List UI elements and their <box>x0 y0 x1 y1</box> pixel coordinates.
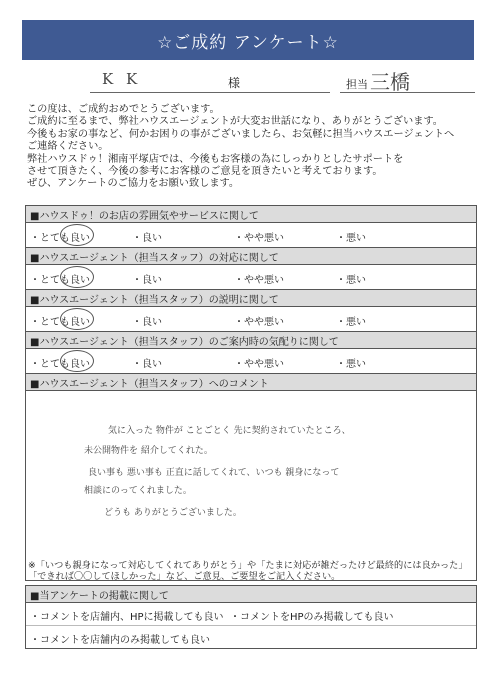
question-staff-attentiveness <box>25 331 477 374</box>
question-heading: ■ハウスエージェント（担当スタッフ）のご案内時の気配りに関して <box>26 332 476 349</box>
comment-section <box>25 373 477 581</box>
option-good[interactable]: ・良い <box>132 233 162 244</box>
selected-circle-mark <box>60 308 94 330</box>
option-somewhat-bad[interactable]: ・やや悪い <box>234 359 284 370</box>
intro-line: 弊社ハウスドゥ！湘南平塚店では、今後もお客様の為にしっかりとしたサポートを <box>27 153 404 165</box>
rating-options <box>26 349 476 373</box>
publication-row <box>26 603 476 626</box>
selected-circle-mark <box>60 266 94 288</box>
selected-circle-mark <box>60 224 94 246</box>
intro-line: ご連絡ください。 <box>27 141 109 153</box>
intro-line: させて頂きたく、今後の参考にお客様のご意見を頂きたいと考えております。 <box>27 166 383 178</box>
option-very-good[interactable]: ・とても良い <box>30 317 90 328</box>
intro-line: 今後もお家の事など、何かお困りの事がございましたら、お気軽に担当ハウスエージェントへ <box>27 128 455 140</box>
option-good[interactable]: ・良い <box>132 359 162 370</box>
option-bad[interactable]: ・悪い <box>336 275 366 286</box>
option-bad[interactable]: ・悪い <box>336 359 366 370</box>
question-store-atmosphere <box>25 205 477 248</box>
customer-name-line <box>90 70 330 93</box>
comment-line: 気に入った 物件が ことごとく 先に契約されていたところ、 <box>108 426 351 436</box>
question-heading: ■ハウスドゥ！のお店の雰囲気やサービスに関して <box>26 206 476 223</box>
staff-name: 三橋 <box>370 70 410 94</box>
option-very-good[interactable]: ・とても良い <box>30 233 90 244</box>
selected-circle-mark <box>60 350 94 372</box>
rating-options <box>26 265 476 289</box>
option-store-only[interactable]: ・コメントを店舗内のみ掲載しても良い <box>30 635 210 646</box>
comment-textarea[interactable] <box>26 391 476 567</box>
comment-line: 未公開物件を 紹介してくれた。 <box>84 446 213 456</box>
option-bad[interactable]: ・悪い <box>336 317 366 328</box>
comment-line: どうも ありがとうございました。 <box>104 508 242 518</box>
rating-options <box>26 223 476 247</box>
survey-title: ☆ご成約 アンケート☆ <box>22 20 474 60</box>
customer-name: K K <box>102 70 142 88</box>
customer-honorific: 様 <box>228 76 241 90</box>
intro-text <box>27 104 477 191</box>
option-somewhat-bad[interactable]: ・やや悪い <box>234 317 284 328</box>
staff-line <box>340 70 475 93</box>
comment-line: 相談にのってくれました。 <box>84 486 192 496</box>
staff-label: 担当 <box>346 78 368 91</box>
question-heading: ■ハウスエージェント（担当スタッフ）の対応に関して <box>26 248 476 265</box>
option-somewhat-bad[interactable]: ・やや悪い <box>234 275 284 286</box>
question-heading: ■ハウスエージェント（担当スタッフ）の説明に関して <box>26 290 476 307</box>
option-bad[interactable]: ・悪い <box>336 233 366 244</box>
rating-options <box>26 307 476 331</box>
option-hp-only[interactable]: ・コメントをHPのみ掲載しても良い <box>230 612 394 623</box>
comment-line: 良い事も 悪い事も 正直に話してくれて、いつも 親身になって <box>88 468 340 478</box>
intro-line: ぜひ、アンケートのご協力をお願い致します。 <box>27 178 240 190</box>
option-store-and-hp[interactable]: ・コメントを店舗内、HPに掲載しても良い <box>30 612 224 623</box>
option-good[interactable]: ・良い <box>132 275 162 286</box>
comment-note <box>28 560 468 582</box>
option-somewhat-bad[interactable]: ・やや悪い <box>234 233 284 244</box>
option-very-good[interactable]: ・とても良い <box>30 275 90 286</box>
note-line: 「できれば〇〇してほしかった」など、ご意見、ご要望をご記入ください。 <box>28 571 341 582</box>
question-staff-response <box>25 247 477 290</box>
intro-line: ご成約に至るまで、弊社ハウスエージェントが大変お世話になり、ありがとうございます。 <box>27 116 443 128</box>
option-good[interactable]: ・良い <box>132 317 162 328</box>
note-line: ※「いつも親身になって対応してくれてありがとう」や「たまに対応が雑だったけど最終的には良かった」 <box>28 560 468 571</box>
comment-heading: ■ハウスエージェント（担当スタッフ）へのコメント <box>26 374 476 391</box>
intro-line: この度は、ご成約おめでとうございます。 <box>27 104 220 115</box>
option-very-good[interactable]: ・とても良い <box>30 359 90 370</box>
publication-section <box>25 585 477 649</box>
publication-row <box>26 626 476 648</box>
question-staff-explanation <box>25 289 477 332</box>
publication-heading: ■当アンケートの掲載に関して <box>26 586 476 603</box>
